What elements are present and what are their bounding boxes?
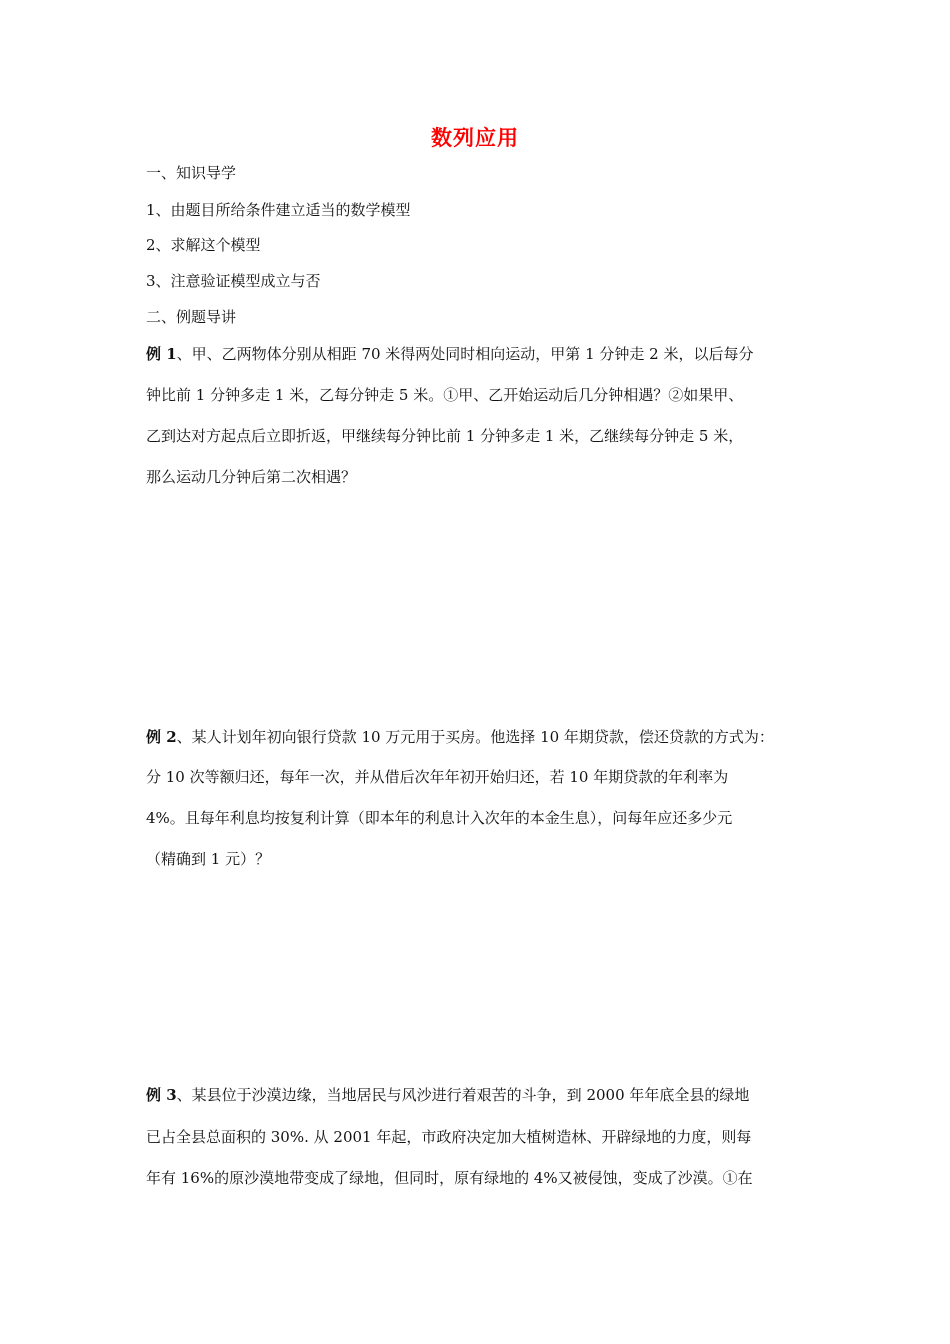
- example-3-line-1: [146, 1085, 749, 1105]
- example-1-line-1: [146, 344, 753, 364]
- page-title: 数列应用: [431, 126, 519, 150]
- example-1-line-2: 钟比前 1 分钟多走 1 米，乙每分钟走 5 米。①甲、乙开始运动后几分钟相遇？②如果甲、: [146, 386, 744, 404]
- example-2-line-2: 分 10 次等额归还，每年一次，并从借后次年年初开始归还，若 10 年期贷款的年利率为: [146, 768, 729, 786]
- example-2-line-1: [146, 727, 774, 747]
- example-2-label: 例 2: [146, 728, 177, 746]
- example-2-line-3: 4%。且每年利息均按复利计算（即本年的利息计入次年的本金生息），问每年应还多少元: [146, 809, 733, 827]
- knowledge-item-2: 2、求解这个模型: [146, 236, 261, 254]
- example-3-line-3: 年有 16%的原沙漠地带变成了绿地，但同时，原有绿地的 4%又被侵蚀，变成了沙漠。①在: [146, 1169, 753, 1187]
- example-2-text: 、某人计划年初向银行贷款 10 万元用于买房。他选择 10 年期贷款，偿还贷款的方式为：: [176, 728, 774, 746]
- section-heading-knowledge: 一、知识导学: [146, 164, 237, 182]
- example-3-text: 、某县位于沙漠边缘，当地居民与风沙进行着艰苦的斗争，到 2000 年年底全县的绿地: [176, 1086, 750, 1104]
- example-3-label: 例 3: [146, 1086, 177, 1104]
- example-1-label: 例 1: [146, 345, 177, 363]
- example-2-line-4: （精确到 1 元）？: [146, 850, 271, 868]
- knowledge-item-3: 3、注意验证模型成立与否: [146, 272, 321, 290]
- example-3-line-2: 已占全县总面积的 30%. 从 2001 年起，市政府决定加大植树造林、开辟绿地的力度，则每: [146, 1128, 752, 1146]
- knowledge-item-1: 1、由题目所给条件建立适当的数学模型: [146, 201, 411, 219]
- example-1-line-3: 乙到达对方起点后立即折返，甲继续每分钟比前 1 分钟多走 1 米，乙继续每分钟走 5 米，: [146, 427, 744, 445]
- example-1-line-4: 那么运动几分钟后第二次相遇？: [146, 468, 357, 486]
- example-1-text: 、甲、乙两物体分别从相距 70 米得两处同时相向运动，甲第 1 分钟走 2 米，以后每分: [176, 345, 754, 363]
- section-heading-examples: 二、例题导讲: [146, 308, 237, 326]
